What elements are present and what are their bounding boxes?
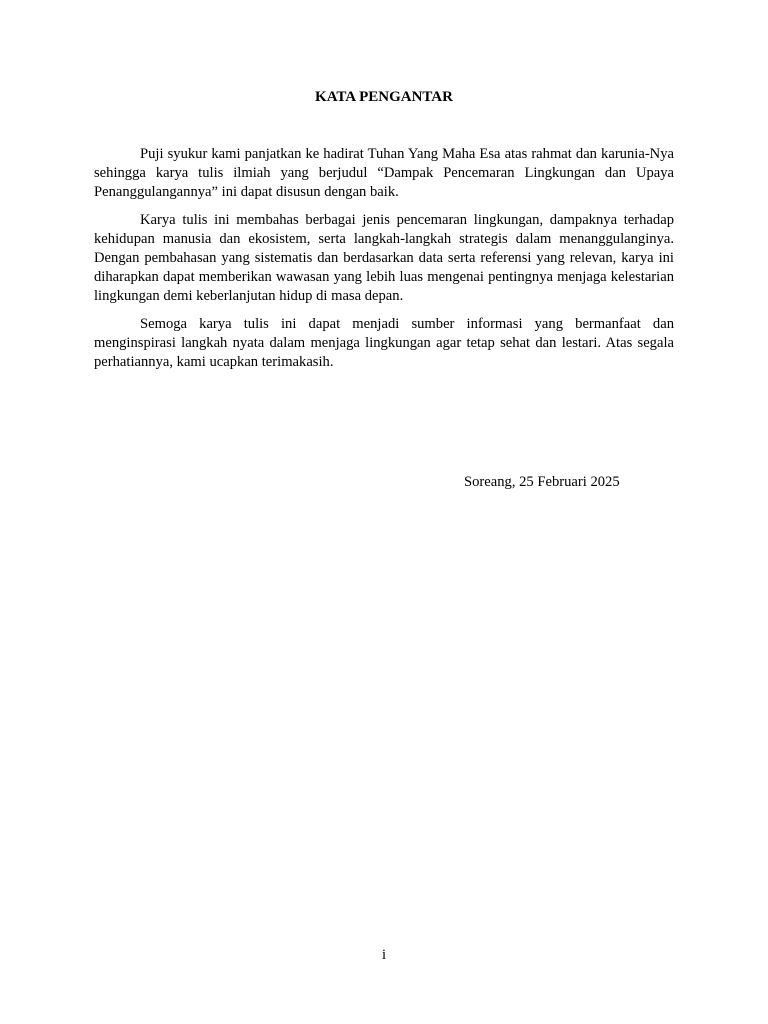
- page-title: KATA PENGANTAR: [315, 89, 453, 105]
- paragraph-1: Puji syukur kami panjatkan ke hadirat Tuhan Yang Maha Esa atas rahmat dan karunia-Nya sehingga karya tulis ilmiah yang berjudul “Dampak Pencemaran Lingkungan dan Upaya Penanggulangannya” ini dapat disusun dengan baik.: [94, 146, 674, 201]
- paragraph-2: Karya tulis ini membahas berbagai jenis pencemaran lingkungan, dampaknya terhadap kehidupan manusia dan ekosistem, serta langkah-langkah strategis dalam menanggulanginya. Dengan pembahasan yang sistematis dan berdasarkan data serta referensi yang relevan, karya ini diharapkan dapat memberikan wawasan yang lebih luas mengenai pentingnya menjaga kelestarian lingkungan demi keberlanjutan hidup di masa depan.: [94, 211, 674, 305]
- preface-body: [94, 145, 674, 380]
- page-number: i: [381, 947, 387, 963]
- paragraph-3: Semoga karya tulis ini dapat menjadi sumber informasi yang bermanfaat dan menginspirasi langkah nyata dalam menjaga lingkungan agar tetap sehat dan lestari. Atas segala perhatiannya, kami ucapkan terimakasih.: [94, 315, 674, 371]
- place-and-date: Soreang, 25 Februari 2025: [464, 474, 620, 490]
